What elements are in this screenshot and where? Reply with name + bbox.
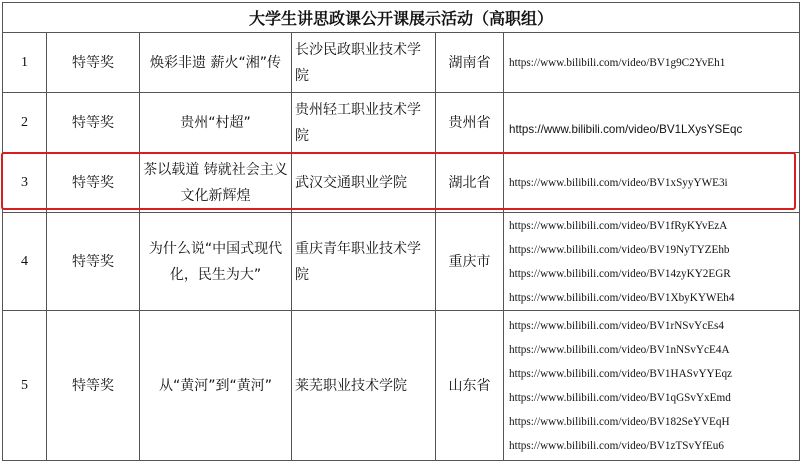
school-name: 武汉交通职业学院: [292, 153, 436, 213]
video-links: [504, 153, 800, 213]
video-link[interactable]: https://www.bilibili.com/video/BV1nNSvYcE4A: [509, 343, 730, 356]
lesson-title: 茶以载道 铸就社会主义文化新辉煌: [140, 153, 292, 213]
lesson-title: 从“黄河”到“黄河”: [140, 311, 292, 461]
row-number: 5: [3, 311, 47, 461]
video-link[interactable]: https://www.bilibili.com/video/BV182SeYVEqH: [509, 415, 730, 428]
province: 山东省: [436, 311, 504, 461]
video-link[interactable]: https://www.bilibili.com/video/BV1fRyKYvEzA: [509, 219, 728, 232]
video-link[interactable]: https://www.bilibili.com/video/BV1LXysYSEqc: [509, 122, 743, 136]
title-row: [3, 3, 800, 33]
school-name: 长沙民政职业技术学院: [292, 33, 436, 93]
lesson-title: 焕彩非遗 薪火“湘”传: [140, 33, 292, 93]
video-link[interactable]: https://www.bilibili.com/video/BV1XbyKYWEh4: [509, 291, 735, 304]
video-links: [504, 311, 800, 461]
school-name: 重庆青年职业技术学院: [292, 213, 436, 311]
video-link[interactable]: https://www.bilibili.com/video/BV1xSyyYWE3i: [509, 176, 728, 189]
video-link[interactable]: https://www.bilibili.com/video/BV1qGSvYxEmd: [509, 391, 731, 404]
table-row-5: [3, 311, 800, 461]
school-name: 贵州轻工职业技术学院: [292, 93, 436, 153]
province: 重庆市: [436, 213, 504, 311]
table-row-3: [3, 153, 800, 213]
video-link[interactable]: https://www.bilibili.com/video/BV19NyTYZEhb: [509, 243, 730, 256]
row-number: 1: [3, 33, 47, 93]
table-row-2: [3, 93, 800, 153]
video-link[interactable]: https://www.bilibili.com/video/BV1zTSvYfEu6: [509, 439, 724, 452]
video-links: [504, 93, 800, 153]
award-level: 特等奖: [47, 311, 140, 461]
video-link[interactable]: https://www.bilibili.com/video/BV1HASvYYEqz: [509, 367, 733, 380]
video-link[interactable]: https://www.bilibili.com/video/BV1g9C2YvEh1: [509, 56, 726, 69]
video-link[interactable]: https://www.bilibili.com/video/BV1rNSvYcEs4: [509, 319, 724, 332]
table-row-4: [3, 213, 800, 311]
row-number: 4: [3, 213, 47, 311]
video-link[interactable]: https://www.bilibili.com/video/BV14zyKY2EGR: [509, 267, 731, 280]
row-number: 2: [3, 93, 47, 153]
table-row-1: [3, 33, 800, 93]
video-links: [504, 33, 800, 93]
lesson-title: 贵州“村超”: [140, 93, 292, 153]
province: 贵州省: [436, 93, 504, 153]
award-level: 特等奖: [47, 33, 140, 93]
province: 湖南省: [436, 33, 504, 93]
table-title: 大学生讲思政课公开课展示活动（高职组）: [3, 3, 800, 33]
award-level: 特等奖: [47, 153, 140, 213]
school-name: 莱芜职业技术学院: [292, 311, 436, 461]
award-level: 特等奖: [47, 93, 140, 153]
video-links: [504, 213, 800, 311]
lesson-title: 为什么说“中国式现代化，民生为大”: [140, 213, 292, 311]
award-table: [2, 2, 800, 461]
province: 湖北省: [436, 153, 504, 213]
row-number: 3: [3, 153, 47, 213]
award-level: 特等奖: [47, 213, 140, 311]
